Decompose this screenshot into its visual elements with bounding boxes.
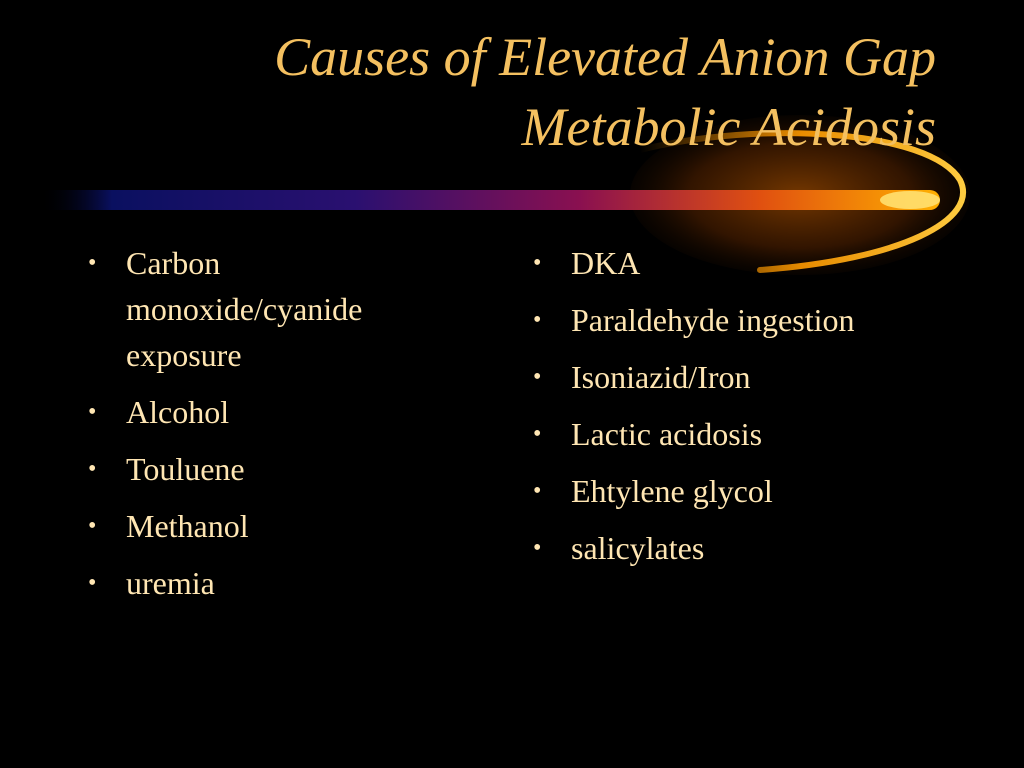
- bullet-icon: •: [88, 456, 97, 482]
- bullet-icon: •: [88, 399, 97, 425]
- list-item-text: salicylates: [571, 530, 705, 566]
- list-item: [88, 560, 428, 606]
- list-item-text: Touluene: [126, 451, 245, 487]
- bullet-icon: •: [533, 535, 542, 561]
- list-item: [533, 240, 953, 286]
- left-bullet-list: [88, 240, 428, 617]
- list-item-text: Paraldehyde ingestion: [571, 302, 855, 338]
- right-bullet-list: [533, 240, 953, 582]
- list-item: [533, 468, 953, 514]
- bullet-icon: •: [88, 570, 97, 596]
- list-item: [88, 446, 428, 492]
- slide-title: [76, 22, 936, 162]
- bullet-icon: •: [533, 478, 542, 504]
- list-item-text: Methanol: [126, 508, 249, 544]
- list-item: [533, 354, 953, 400]
- bullet-icon: •: [88, 250, 97, 276]
- list-item: [88, 503, 428, 549]
- slide-title-line-2: Metabolic Acidosis: [521, 97, 936, 157]
- list-item-text: uremia: [126, 565, 215, 601]
- slide-title-line-1: Causes of Elevated Anion Gap: [274, 27, 936, 87]
- list-item-text: Carbon monoxide/cyanide exposure: [126, 245, 363, 373]
- bullet-icon: •: [533, 250, 542, 276]
- list-item: [533, 525, 953, 571]
- list-item: [88, 240, 428, 378]
- list-item-text: Ehtylene glycol: [571, 473, 773, 509]
- swoosh-highlight: [880, 191, 940, 209]
- bullet-icon: •: [88, 513, 97, 539]
- list-item-text: Lactic acidosis: [571, 416, 763, 452]
- list-item-text: DKA: [571, 245, 641, 281]
- list-item-text: Isoniazid/Iron: [571, 359, 751, 395]
- bullet-icon: •: [533, 421, 542, 447]
- bullet-icon: •: [533, 364, 542, 390]
- swoosh-band: [40, 190, 940, 210]
- bullet-icon: •: [533, 307, 542, 333]
- list-item-text: Alcohol: [126, 394, 230, 430]
- list-item: [533, 297, 953, 343]
- list-item: [533, 411, 953, 457]
- list-item: [88, 389, 428, 435]
